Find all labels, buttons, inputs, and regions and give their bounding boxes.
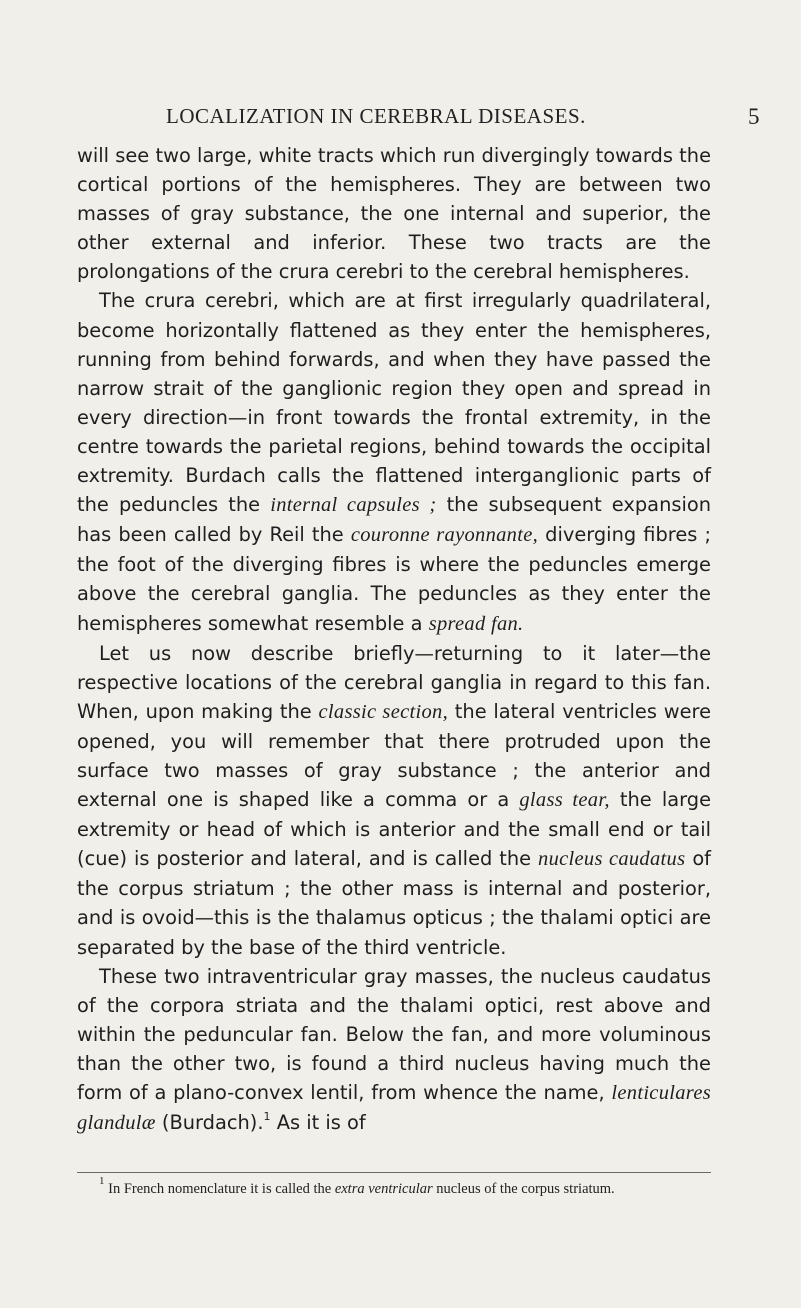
footnote-number: 1: [99, 1175, 105, 1187]
text-run: As it is of: [270, 1111, 366, 1135]
footnote: [77, 1175, 711, 1200]
paragraph: [77, 639, 711, 962]
paragraph: [77, 962, 711, 1139]
page-number: 5: [748, 104, 760, 129]
italic-term: classic section,: [318, 700, 449, 723]
italic-term: couronne rayonnante,: [350, 524, 539, 547]
text-run: the lateral ventricles were opened, you will remember that there protruded upon the surface two masses of gray substance ; the anterior and external one is shaped like a comma or a: [77, 699, 711, 812]
italic-term: nucleus caudatus: [538, 848, 686, 871]
text-run: In French nomenclature it is called the: [108, 1181, 335, 1197]
text-run: the subsequent expansion has been called by Reil the: [77, 493, 711, 547]
italic-term: spread fan.: [428, 612, 524, 635]
text-run: Let us now describe briefly—returning to it later—the respective locations of the cerebral ganglia in regard to this fan. When, upon making the: [77, 641, 711, 723]
italic-term: internal capsules ;: [270, 494, 437, 517]
italic-term: lenticulares glandulæ: [77, 1082, 711, 1135]
text-run: the large extremity or head of which is anterior and the small end or tail (cue) is posterior and lateral, and is called the: [77, 788, 711, 871]
footnote-marker: 1: [263, 1110, 271, 1124]
text-run: The crura cerebri, which are at first irregularly quadrilateral, become horizontally flattened as they enter the hemispheres, running from behind forwards, and when they have passed the narrow strait of the ganglionic region they open and spread in every direction—in front towards the frontal extremity, in the centre towards the parietal regions, behind towards the occipital extremity. Burdach calls the flattened interganglionic parts of the peduncles the: [77, 289, 711, 517]
running-title: LOCALIZATION IN CEREBRAL DISEASES.: [166, 104, 586, 128]
text-run: (Burdach).: [155, 1111, 264, 1135]
text-run: diverging fibres ; the foot of the diverging fibres is where the peduncles emerge above the cerebral ganglia. The peduncles as they enter the hemispheres somewhat resemble a: [77, 523, 712, 635]
text-run: will see two large, white tracts which run divergingly towards the cortical portions of the hemispheres. They are between two masses of gray substance, the one internal and superior, the other external and inferior. These two tracts are the prolongations of the crura cerebri to the cerebral hemispheres.: [77, 144, 711, 284]
footnote-divider: [77, 1172, 711, 1173]
paragraph: [77, 141, 711, 286]
running-head: [166, 104, 766, 136]
italic-term: glass tear,: [519, 789, 610, 812]
text-run: of the corpus striatum ; the other mass is internal and posterior, and is ovoid—this is the thalamus opticus ; the thalami optici are separated by the base of the third ventricle.: [77, 847, 712, 959]
paragraph: [77, 286, 711, 638]
body-text: [77, 141, 711, 1138]
text-run: nucleus of the corpus striatum.: [432, 1181, 615, 1197]
text-run: These two intraventricular gray masses, the nucleus caudatus of the corpora striata and the thalami optici, rest above and within the peduncular fan. Below the fan, and more voluminous than the other two, is found a third nucleus having much the form of a plano-convex lentil, from whence the name,: [77, 964, 711, 1104]
italic-term: extra ventricular: [334, 1181, 433, 1197]
